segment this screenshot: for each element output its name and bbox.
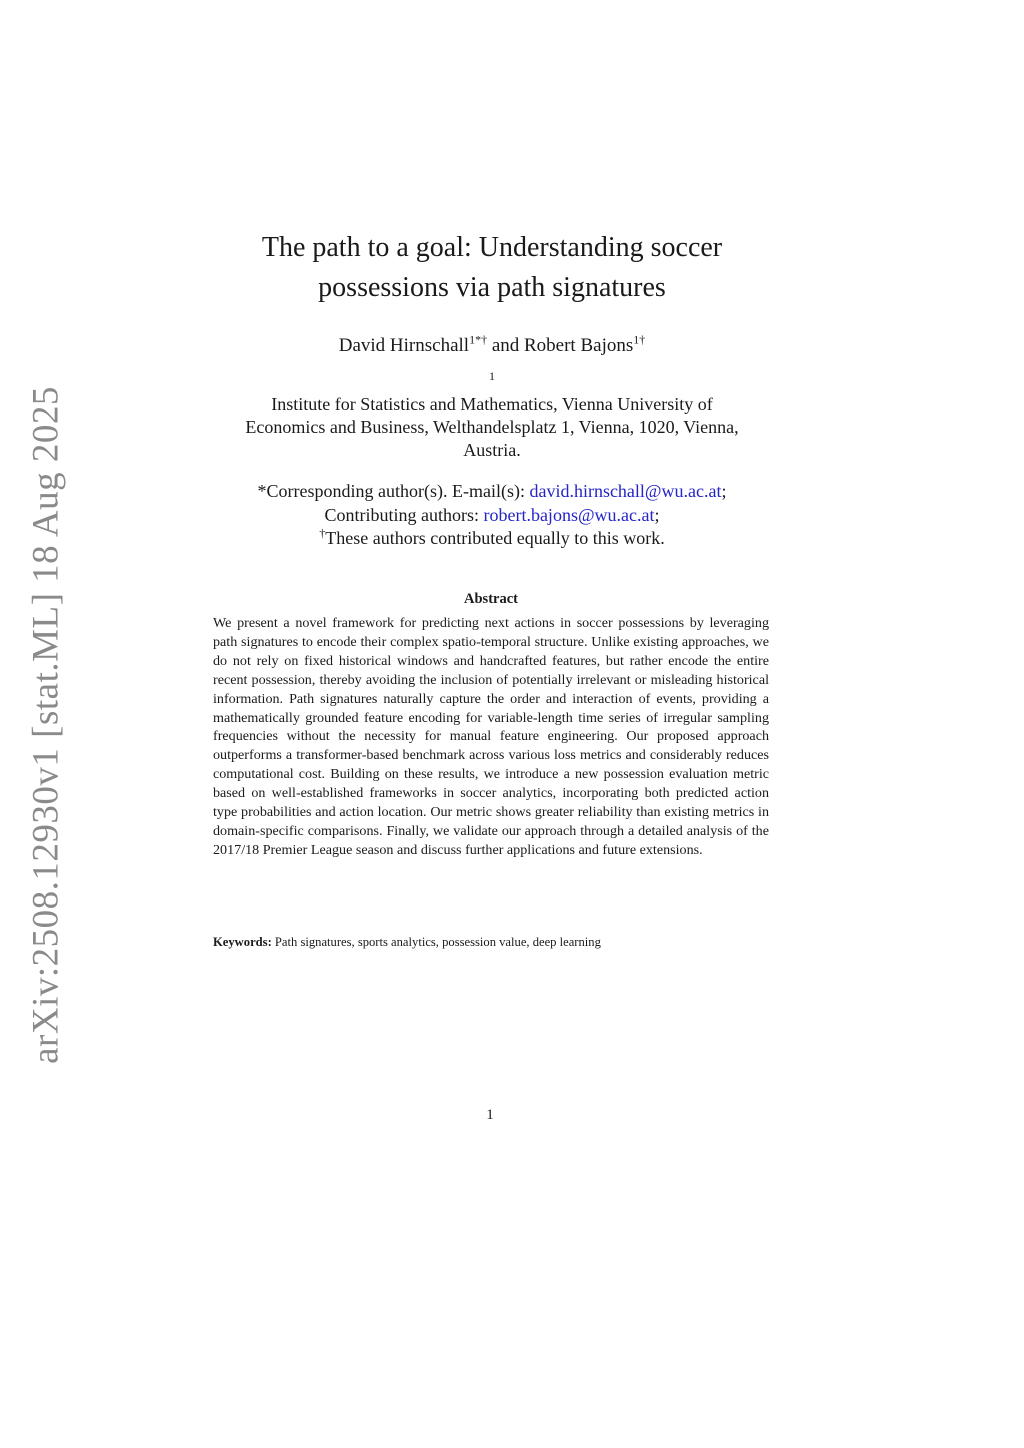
affiliation-marker: 1 xyxy=(489,369,495,383)
paper-title-line-2: possessions via path signatures xyxy=(318,272,666,303)
author-2-marks: 1† xyxy=(633,332,646,347)
affiliation-line-2: Economics and Business, Welthandelsplatz 1, Vienna, 1020, Vienna, xyxy=(245,417,739,437)
equal-contribution-marker: † xyxy=(319,526,326,540)
abstract-heading: Abstract xyxy=(464,591,518,607)
page-number: 1 xyxy=(486,1107,494,1123)
paper-title-line-1: The path to a goal: Understanding soccer xyxy=(261,232,723,263)
keywords-line xyxy=(213,933,769,951)
paper-title xyxy=(212,228,772,308)
contributing-email-link[interactable]: robert.bajons@wu.ac.at xyxy=(483,504,655,525)
affiliation-line-3: Austria. xyxy=(463,440,521,460)
affiliation-line-1: $^1$ Institute for Statistics and Mathematics, Vienna University of xyxy=(271,369,713,414)
corresponding-author-line: *Corresponding author(s). E-mail(s): david.hirnschall@wu.ac.at; xyxy=(257,481,727,501)
correspondence-block xyxy=(192,480,792,551)
keywords-text: Path signatures, sports analytics, possession value, deep learning xyxy=(271,935,601,949)
affiliation-block xyxy=(192,370,792,462)
arxiv-identifier-stamp: arXiv:2508.12930v1 [stat.ML] 18 Aug 2025 xyxy=(25,386,67,1064)
author-name-2: Robert Bajons xyxy=(524,335,634,356)
author-1-marks: 1*† xyxy=(469,332,488,347)
abstract-text: We present a novel framework for predicting next actions in soccer possessions by leveraging path signatures to encode their complex spatio-temporal structure. Unlike existing approaches, we do not rely on fixed historical windows and handcrafted features, but rather encode the entire recent possession, thereby avoiding the inclusion of potentially irrelevant or misleading historical information. Path signatures naturally capture the order and interaction of events, providing a mathematically grounded feature encoding for variable-length time series of irregular sampling frequencies without the necessity for manual feature engineering. Our proposed approach outperforms a transformer-based benchmark across various loss metrics and considerably reduces computational cost. Building on these results, we introduce a new possession evaluation metric based on well-established frameworks in soccer analytics, incorporating both predicted action type probabilities and action location. Our metric shows greater reliability than existing metrics in domain-specific comparisons. Finally, we validate our approach through a detailed analysis of the 2017/18 Premier League season and discuss further applications and future extensions. xyxy=(213,615,769,858)
corresponding-email-link[interactable]: david.hirnschall@wu.ac.at xyxy=(529,481,722,501)
contributing-authors-line: Contributing authors: robert.bajons@wu.ac.at; xyxy=(324,504,660,525)
author-conjunction: and xyxy=(487,335,524,356)
equal-contribution-note: †These authors contributed equally to this work. xyxy=(319,526,665,548)
keywords-label: Keywords: xyxy=(213,935,272,949)
author-list xyxy=(212,333,772,359)
author-name-1: David Hirnschall xyxy=(338,335,470,356)
